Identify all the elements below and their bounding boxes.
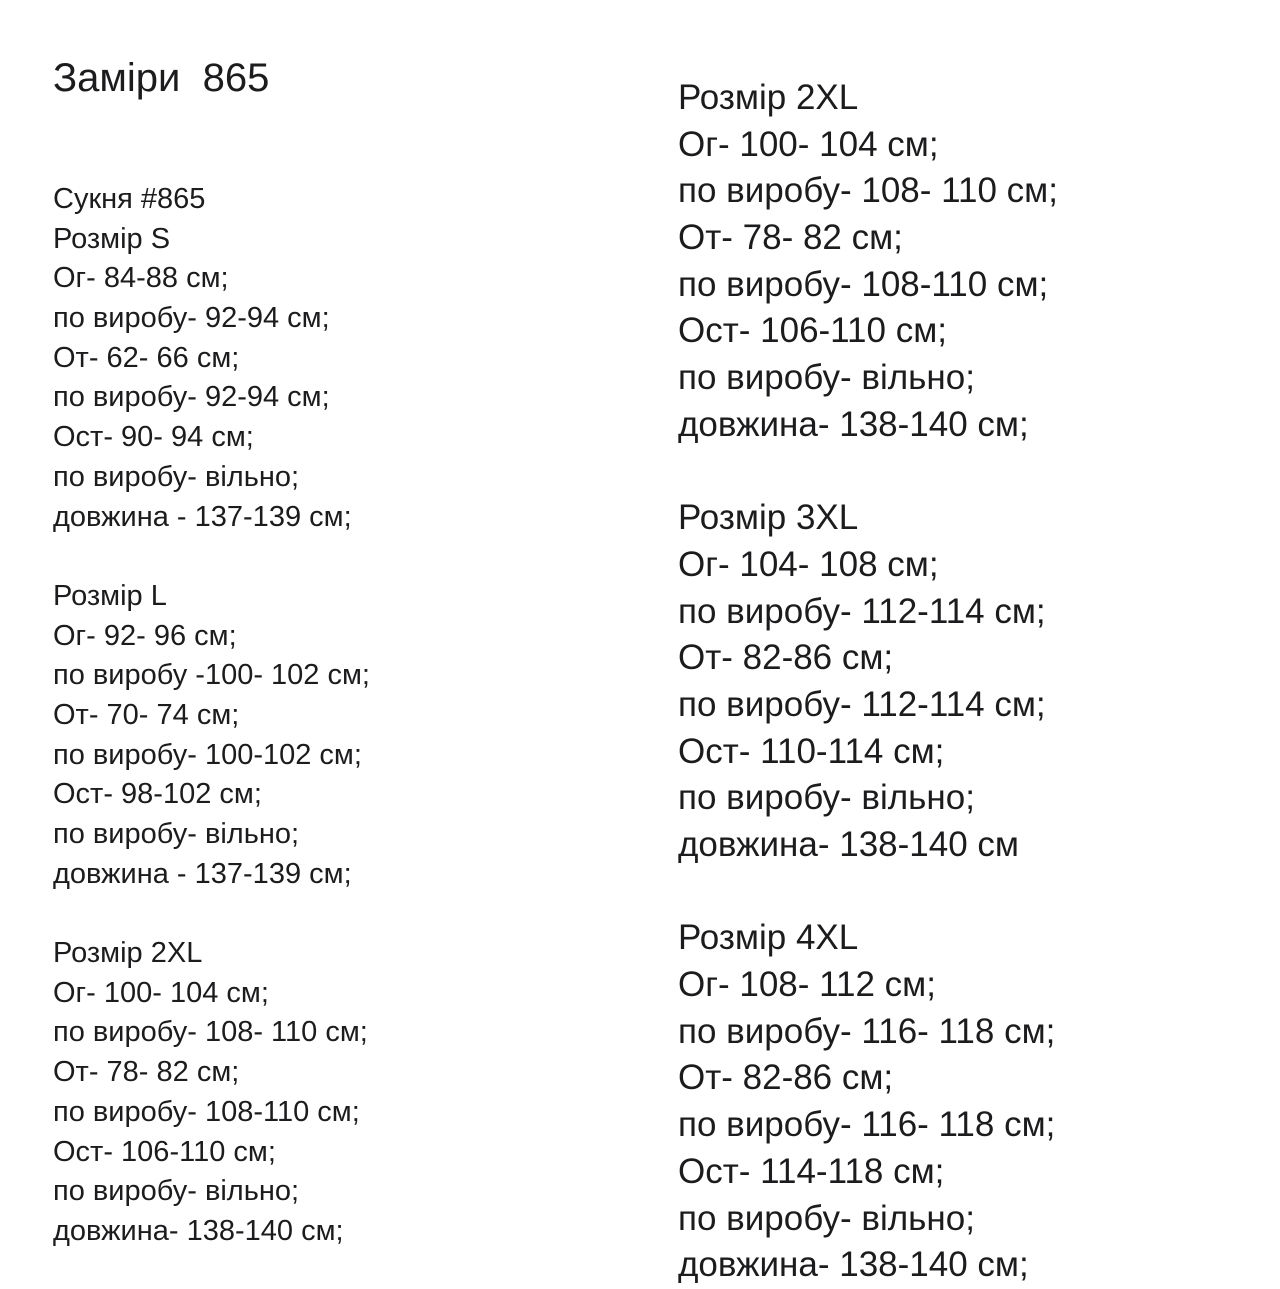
measure-line: Ост- 106-110 см; [678,311,947,351]
measure-line: по виробу- вільно; [53,818,300,850]
page-title: Заміри 865 [53,56,270,100]
right-column [678,75,1058,1289]
measure-line: довжина - 137-139 см; [53,857,352,890]
measure-line: по виробу- 116- 118 см; [678,1105,1056,1145]
measure-line: От- 78- 82 см; [53,1056,240,1089]
size-heading: Розмір 2XL [53,937,203,970]
measure-line: по виробу- вільно; [678,1198,975,1238]
measure-line: по виробу -100- 102 см; [53,659,370,692]
measure-line: довжина- 138-140 см; [53,1214,344,1247]
measure-line: От- 82-86 см; [678,638,894,678]
measure-line: по виробу- 92-94 см; [53,381,330,414]
size-heading: Розмір 3XL [678,498,859,538]
measure-line: по виробу- 112-114 см; [678,591,1046,631]
measure-line: Ост- 98-102 см; [53,778,262,811]
size-block-2xl [53,934,370,1252]
measure-line: довжина - 137-139 см; [53,500,352,533]
measure-line: довжина- 138-140 см; [678,1245,1029,1285]
measure-line: по виробу- 108- 110 см; [678,171,1058,211]
measure-line: Ост- 90- 94 см; [53,421,254,454]
measure-line: по виробу- 100-102 см; [53,738,362,771]
measure-line: по виробу- вільно; [53,1175,300,1208]
size-heading: Розмір 2XL [678,78,859,117]
measure-line: по виробу- 116- 118 см; [678,1011,1056,1051]
measure-line: Ост- 110-114 см; [678,731,945,771]
size-block-4xl [678,915,1058,1289]
measure-line: Ог- 100- 104 см; [53,976,269,1009]
measure-line: по виробу- 92-94 см; [53,302,330,335]
measure-line: Ог- 108- 112 см; [678,965,936,1005]
size-heading: Розмір S [53,222,171,255]
size-heading: Розмір L [53,579,167,612]
measure-line: по виробу- вільно; [678,778,975,818]
measure-line: довжина- 138-140 см [678,825,1019,864]
measure-line: по виробу- вільно; [53,460,300,493]
size-block-2xl [678,75,1058,449]
measure-line: Ог- 104- 108 см; [678,544,939,584]
measure-line: по виробу- 108-110 см; [53,1095,360,1128]
size-block-l [53,577,370,895]
size-block-3xl [678,495,1058,869]
measure-line: по виробу- 108-110 см; [678,264,1049,304]
measure-line: по виробу- 108- 110 см; [53,1016,368,1049]
measure-line: От- 78- 82 см; [678,218,903,258]
size-heading: Розмір 4XL [678,918,859,958]
measure-line: по виробу- 112-114 см; [678,684,1046,724]
measure-line: довжина- 138-140 см; [678,404,1029,444]
measure-line: От- 70- 74 см; [53,698,240,731]
product-heading-block [53,180,370,537]
measure-line: Ог- 92- 96 см; [53,619,237,652]
product-name: Сукня #865 [53,183,206,215]
measure-line: От- 82-86 см; [678,1058,894,1098]
measure-line: От- 62- 66 см; [53,341,240,374]
left-column [53,180,370,1252]
measure-line: Ост- 106-110 см; [53,1135,276,1168]
measure-line: по виробу- вільно; [678,358,975,398]
measure-line: Ог- 84-88 см; [53,262,229,295]
measure-line: Ост- 114-118 см; [678,1151,945,1191]
measure-line: Ог- 100- 104 см; [678,124,939,164]
